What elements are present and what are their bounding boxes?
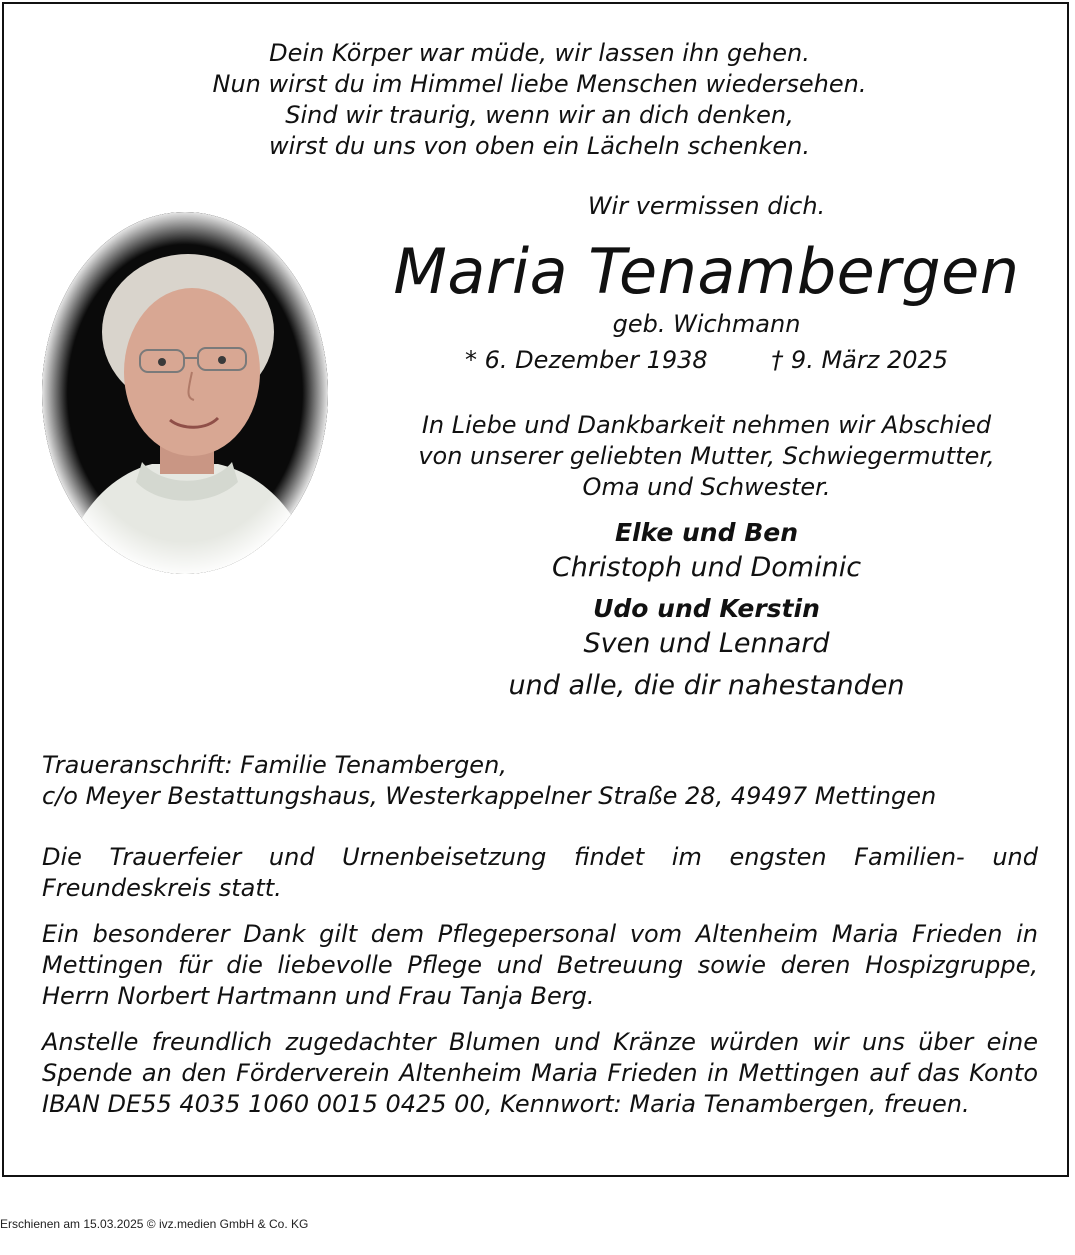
- farewell-line: In Liebe und Dankbarkeit nehmen wir Abschied: [421, 411, 992, 439]
- ceremony-text: Die Trauerfeier und Urnenbeisetzung findet im engsten Familien- und Freundeskreis statt.: [42, 843, 1038, 902]
- family-group-2-parents: Udo und Kerstin: [593, 594, 820, 623]
- all-others: und alle, die dir nahestanden: [508, 670, 905, 701]
- family-group-1-parents: Elke und Ben: [614, 518, 799, 547]
- deceased-name: Maria Tenambergen: [393, 235, 1020, 308]
- farewell-line: von unserer geliebten Mutter, Schwiegermutter,: [418, 442, 995, 470]
- poem-line: Dein Körper war müde, wir lassen ihn gehen.: [269, 39, 810, 67]
- thanks-text: Ein besonderer Dank gilt dem Pflegepersonal vom Altenheim Maria Frieden in Mettingen für die liebevolle Pflege und Betreuung sowie deren Hospizgruppe, Herrn Norbert Hartmann und Frau Tanja Berg.: [42, 920, 1038, 1010]
- family-group-1-children: Christoph und Dominic: [551, 552, 862, 583]
- poem-line: wirst du uns von oben ein Lächeln schenken.: [268, 132, 810, 160]
- portrait-illustration: [42, 212, 328, 574]
- address-line: c/o Meyer Bestattungshaus, Westerkappelner Straße 28, 49497 Mettingen: [42, 782, 937, 810]
- born-name: geb. Wichmann: [612, 310, 801, 338]
- farewell-text: [374, 410, 1039, 503]
- farewell-line: Oma und Schwester.: [582, 473, 831, 501]
- address-line: Traueranschrift: Familie Tenambergen,: [42, 751, 507, 779]
- donation-text: Anstelle freundlich zugedachter Blumen und Kränze würden wir uns über eine Spende an den Förderverein Altenheim Maria Frieden in Mettingen auf das Konto IBAN DE55 4035 1060 0015 0425 00, Kennwort: Maria Tenambergen, freuen.: [42, 1028, 1038, 1118]
- portrait-photo: [42, 212, 328, 574]
- death-date: † 9. März 2025: [771, 346, 949, 374]
- mourning-address: [42, 750, 1038, 812]
- life-dates: [374, 346, 1039, 374]
- obituary-frame: [2, 2, 1069, 1177]
- family-group-2-children: Sven und Lennard: [583, 628, 830, 659]
- poem: [4, 38, 1075, 162]
- birth-date: * 6. Dezember 1938: [464, 346, 708, 374]
- miss-text: Wir vermissen dich.: [587, 192, 826, 220]
- poem-line: Sind wir traurig, wenn wir an dich denken,: [285, 101, 794, 129]
- publication-footer: Erschienen am 15.03.2025 © ivz.medien GmbH & Co. KG: [0, 1217, 309, 1231]
- poem-line: Nun wirst du im Himmel liebe Menschen wiedersehen.: [212, 70, 867, 98]
